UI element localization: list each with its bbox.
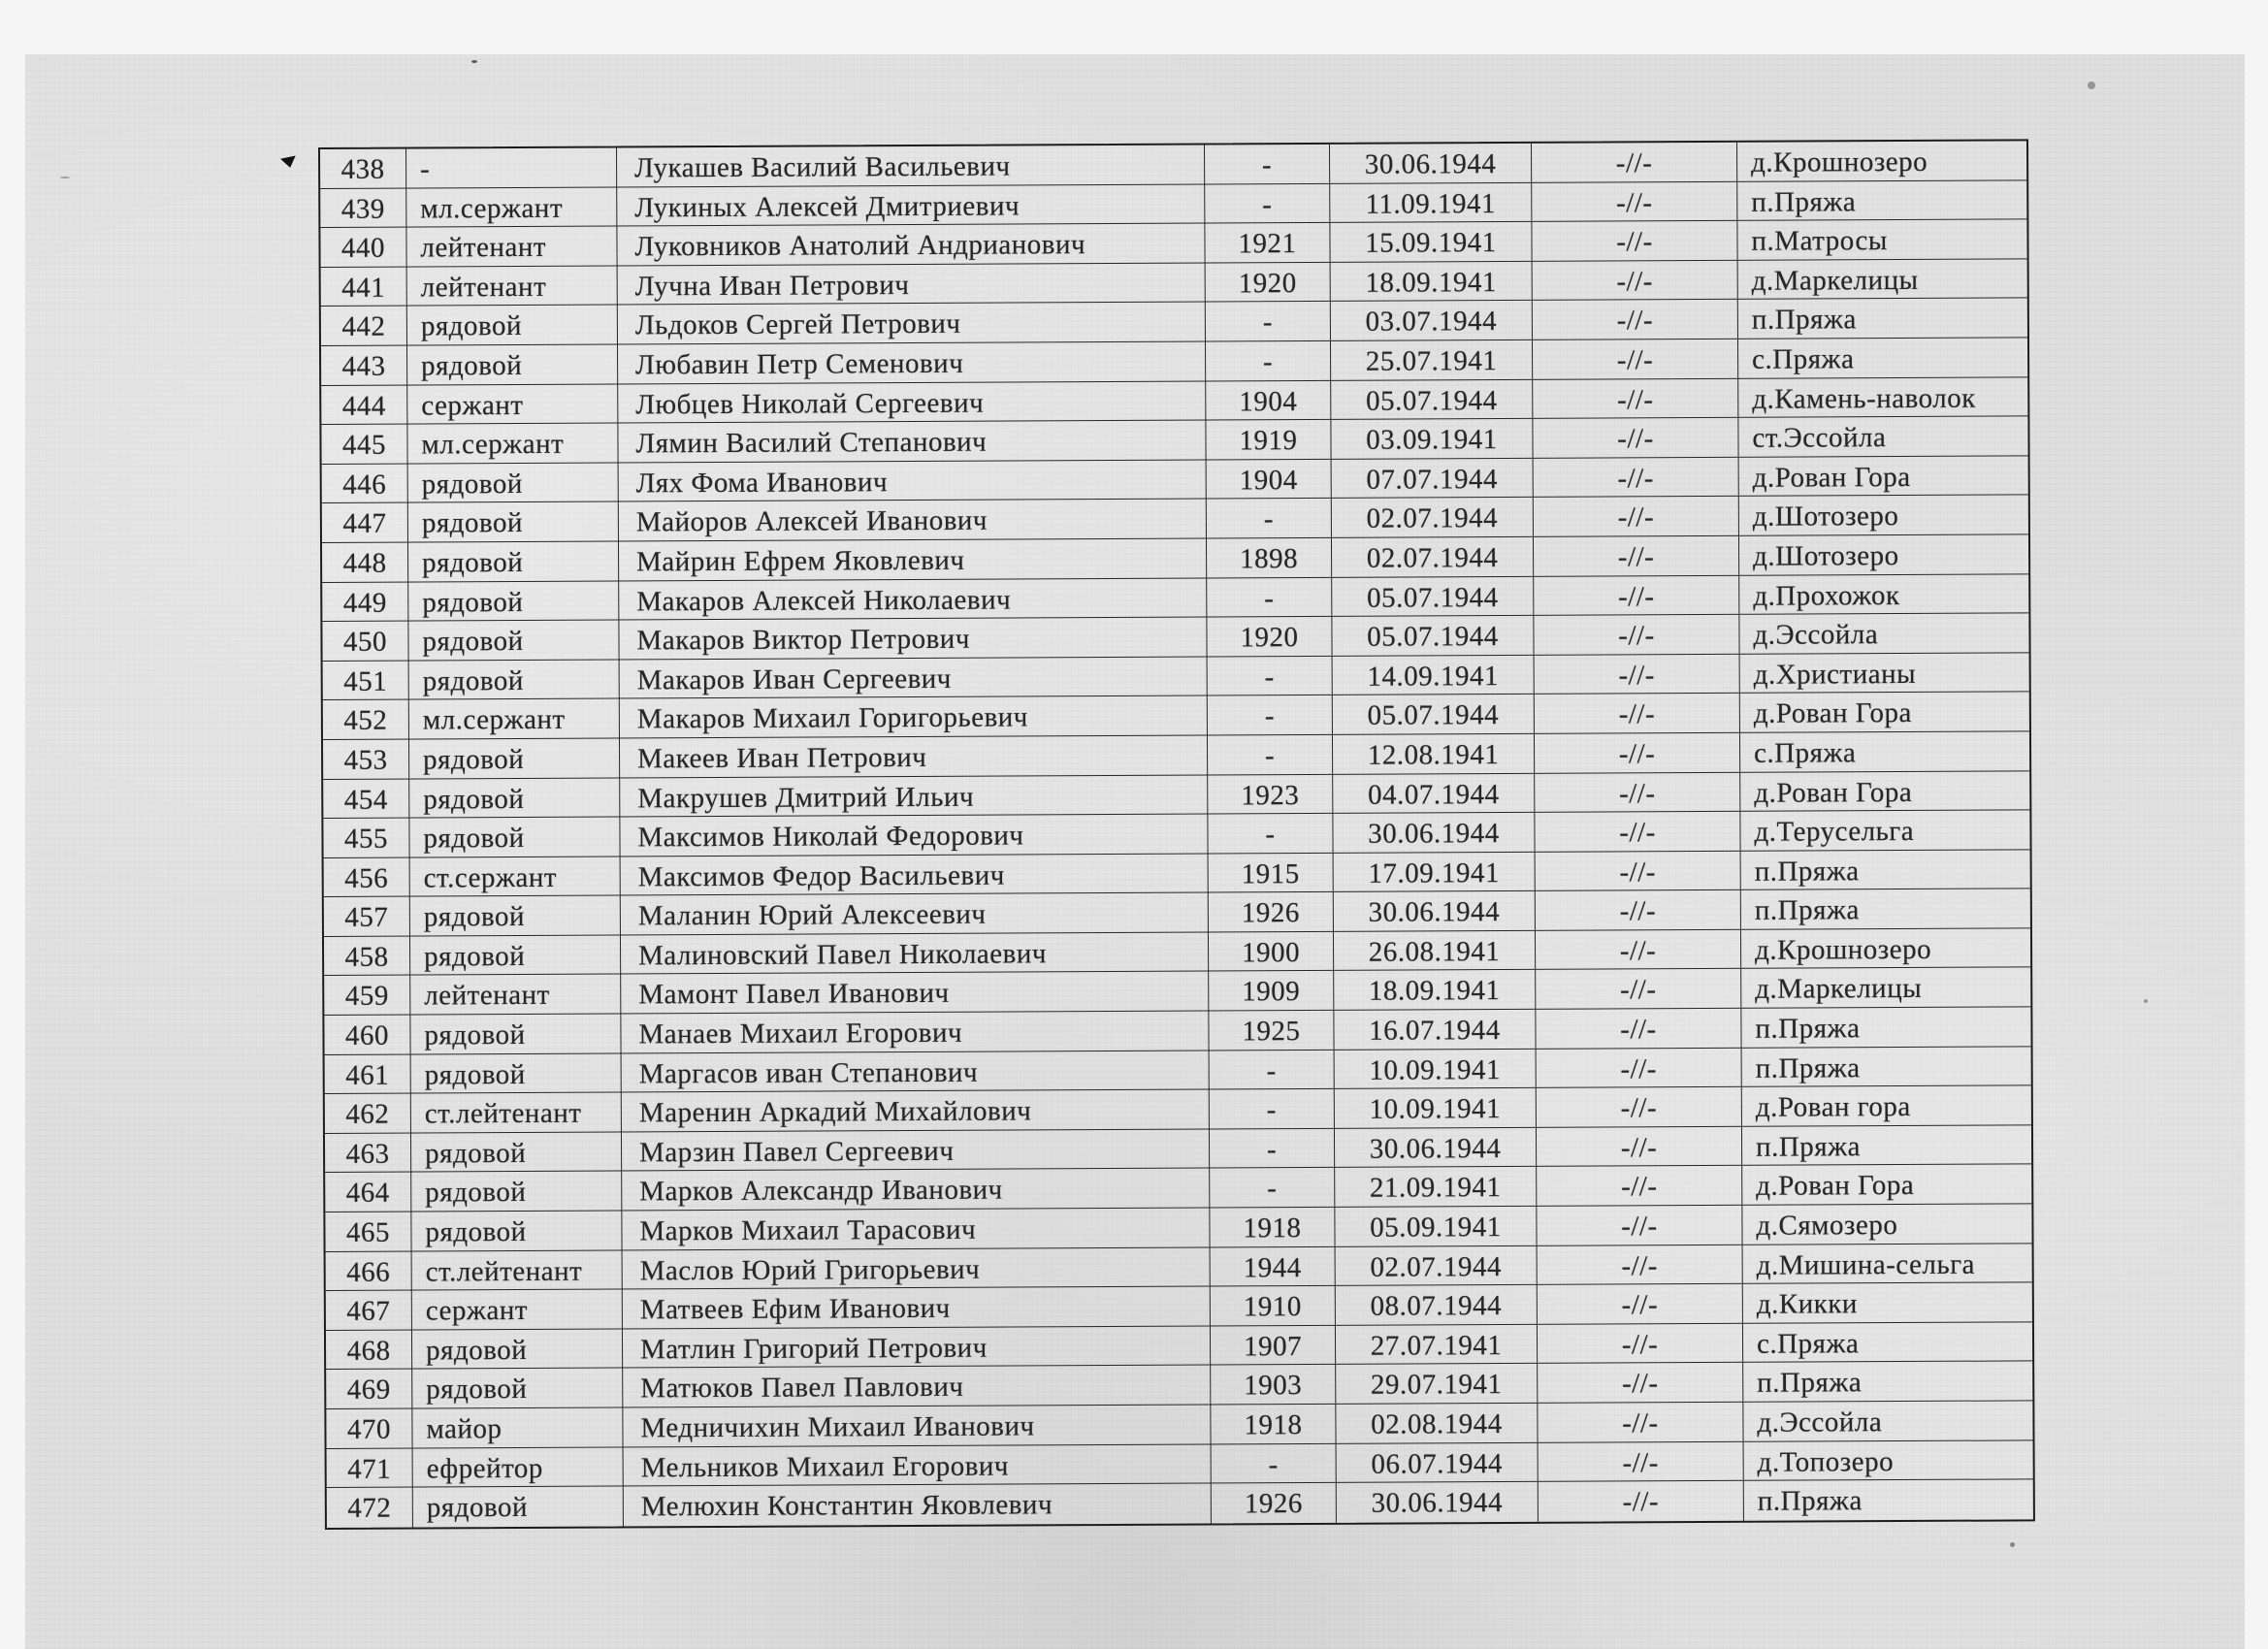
ditto-mark-cell: -//- [1534,575,1739,615]
date-cell: 03.09.1941 [1331,419,1533,459]
rank-cell: рядовой [411,1132,622,1172]
birth-year-cell: 1923 [1208,774,1333,813]
place-cell: д.Шотозеро [1752,501,1899,534]
ditto-mark-cell: -//- [1538,1245,1743,1284]
ditto-mark-cell: -//- [1537,1206,1742,1245]
date-cell: 12.08.1941 [1333,734,1535,774]
record-number-cell: 444 [321,385,407,424]
record-number-cell: 446 [322,464,408,502]
place-cell: д.Рован Гора [1754,776,1913,809]
place-cell: д.Шотозеро [1753,539,1899,572]
date-cell: 29.07.1941 [1336,1364,1538,1404]
full-name-cell: Медничихин Михаил Иванович [623,1406,1211,1447]
birth-year-cell: - [1205,145,1330,183]
birth-year-cell: - [1210,1168,1335,1207]
record-number-cell: 461 [325,1054,411,1093]
place-cell: д.Терусельга [1754,816,1915,848]
record-number-cell: 450 [322,622,408,661]
full-name-cell: Маланин Юрий Алексеевич [621,893,1209,935]
ditto-mark-cell: -//- [1535,655,1740,695]
full-name-cell: Малиновский Павел Николаевич [621,932,1209,974]
ditto-mark-cell: -//- [1535,772,1740,812]
birth-year-cell: 1921 [1205,223,1330,262]
record-number-cell: 453 [323,739,409,778]
full-name-cell: Маслов Юрий Григорьевич [623,1247,1211,1289]
date-cell: 27.07.1941 [1336,1325,1538,1365]
full-name-cell: Макаров Алексей Николаевич [619,578,1207,620]
record-number-cell: 470 [326,1409,412,1448]
birth-year-cell: - [1212,1443,1337,1482]
date-cell: 11.09.1941 [1330,182,1532,222]
rank-cell: лейтенант [407,266,618,306]
place-cell: с.Пряжа [1756,1328,1860,1360]
date-cell: 02.07.1944 [1332,537,1534,577]
birth-year-cell: - [1208,814,1333,853]
birth-year-cell: 1907 [1211,1326,1336,1365]
rank-cell: рядовой [410,1015,621,1054]
rank-cell: рядовой [411,1212,622,1251]
ditto-mark-cell: -//- [1535,812,1740,852]
ditto-mark-cell: -//- [1536,1009,1741,1049]
date-cell: 06.07.1944 [1337,1442,1539,1482]
record-number-cell: 469 [326,1370,412,1408]
record-number-cell: 459 [324,976,410,1015]
rank-cell: рядовой [408,621,619,661]
full-name-cell: Любавин Петр Семенович [618,341,1206,383]
rank-cell: рядовой [412,1329,623,1369]
rank-cell: рядовой [407,306,618,345]
place-cell: д.Прохожок [1753,579,1900,612]
place-cell: п.Матросы [1751,225,1888,257]
full-name-cell: Макаров Михаил Горигорьевич [620,696,1208,738]
full-name-cell: Матвеев Ефим Иванович [623,1287,1211,1329]
ditto-mark-cell: -//- [1534,497,1739,536]
birth-year-cell: 1903 [1211,1365,1336,1404]
record-number-cell: 439 [320,188,406,227]
rank-cell: рядовой [408,463,619,502]
birth-year-cell: 1904 [1207,460,1332,499]
rank-cell: рядовой [412,1369,623,1408]
date-cell: 05.07.1944 [1332,616,1534,656]
rank-cell: мл.сержант [406,187,617,227]
full-name-cell: Лукашев Василий Васильевич [617,146,1205,187]
birth-year-cell: - [1210,1129,1335,1168]
record-number-cell: 438 [320,149,406,188]
date-cell: 30.06.1944 [1334,891,1536,931]
rank-cell: лейтенант [406,227,617,267]
full-name-cell: Макаров Иван Сергеевич [620,657,1208,698]
ditto-mark-cell: -//- [1535,733,1740,773]
rank-cell: рядовой [409,818,620,857]
ditto-mark-cell: -//- [1533,340,1738,379]
rank-cell: рядовой [409,778,620,818]
date-cell: 07.07.1944 [1332,459,1534,499]
date-cell: 05.07.1944 [1332,576,1534,616]
ditto-mark-cell: -//- [1532,221,1737,261]
birth-year-cell: - [1207,577,1332,616]
birth-year-cell: 1926 [1212,1483,1337,1523]
birth-year-cell: - [1207,499,1332,537]
ditto-mark-cell: -//- [1537,1166,1742,1206]
ditto-mark-cell: -//- [1536,930,1741,970]
date-cell: 08.07.1944 [1336,1285,1538,1325]
birth-year-cell: 1900 [1209,932,1334,971]
ditto-mark-cell: -//- [1534,536,1739,576]
rank-cell: рядовой [413,1487,624,1528]
scan-speck [2010,1542,2015,1547]
birth-year-cell: 1944 [1211,1247,1336,1286]
birth-year-cell: 1898 [1207,538,1332,577]
place-cell: п.Пряжа [1754,855,1860,888]
record-number-cell: 441 [321,267,407,306]
date-cell: 18.09.1941 [1331,262,1533,302]
date-cell: 16.07.1944 [1334,1010,1536,1050]
ditto-mark-cell: -//- [1533,300,1738,340]
birth-year-cell: - [1208,695,1333,734]
full-name-cell: Луковников Анатолий Андрианович [617,224,1205,266]
ditto-mark-cell: -//- [1534,615,1739,655]
birth-year-cell: - [1210,1051,1335,1089]
place-cell: д.Рован Гора [1753,697,1912,730]
place-cell: д.Рован гора [1755,1091,1911,1124]
records-table [318,139,2035,1529]
ditto-mark-cell: -//- [1536,969,1741,1009]
birth-year-cell: - [1208,657,1333,695]
full-name-cell: Матлин Григорий Петрович [623,1326,1211,1368]
place-cell: д.Мишина-сельга [1756,1248,1976,1281]
birth-year-cell: 1904 [1206,380,1331,419]
record-number-cell: 451 [323,661,409,699]
rank-cell: рядовой [411,1172,622,1212]
record-number-cell: 472 [327,1488,413,1528]
record-number-cell: 463 [325,1133,411,1172]
birth-year-cell: - [1205,183,1330,222]
place-cell: с.Пряжа [1753,737,1857,769]
birth-year-cell: - [1206,341,1331,380]
place-cell: п.Пряжа [1754,894,1860,927]
ditto-mark-cell: -//- [1539,1481,1744,1522]
rank-cell: мл.сержант [409,699,620,739]
place-cell: п.Пряжа [1757,1485,1863,1517]
rank-cell: - [406,147,617,187]
record-number-cell: 464 [325,1173,411,1212]
birth-year-cell: 1925 [1209,1011,1334,1050]
rank-cell: рядовой [409,660,620,699]
place-cell: д.Камень-наволок [1752,382,1976,415]
date-cell: 17.09.1941 [1334,853,1536,892]
place-cell: п.Пряжа [1751,185,1857,218]
place-cell: п.Пряжа [1751,304,1857,337]
rank-cell: майор [412,1407,623,1447]
date-cell: 03.07.1944 [1331,301,1533,340]
date-cell: 02.07.1944 [1336,1245,1538,1285]
full-name-cell: Маренин Аркадий Михайлович [622,1090,1210,1132]
date-cell: 25.07.1941 [1331,340,1533,380]
date-cell: 14.09.1941 [1333,656,1535,695]
full-name-cell: Манаев Михаил Егорович [621,1012,1209,1053]
full-name-cell: Макаров Виктор Петрович [619,618,1207,660]
record-number-cell: 445 [321,425,407,464]
place-cell: д.Христианы [1753,658,1917,691]
rank-cell: ст.лейтенант [412,1250,623,1290]
date-cell: 04.07.1944 [1333,773,1535,813]
full-name-cell: Лях Фома Иванович [619,460,1207,501]
ditto-mark-cell: -//- [1539,1441,1744,1481]
date-cell: 30.06.1944 [1335,1128,1537,1168]
place-cell: п.Пряжа [1755,1051,1861,1084]
full-name-cell: Льдоков Сергей Петрович [618,303,1206,344]
place-cell: д.Сямозеро [1756,1210,1898,1242]
scan-speck [471,60,477,63]
birth-year-cell: 1926 [1209,892,1334,931]
table-row [327,1480,2033,1528]
date-cell: 30.06.1944 [1330,144,1532,183]
rank-cell: мл.сержант [407,424,618,464]
ditto-mark-cell: -//- [1533,378,1738,418]
date-cell: 30.06.1944 [1333,813,1535,853]
date-cell: 10.09.1941 [1335,1050,1537,1089]
place-cell: д.Эссойла [1753,619,1879,651]
date-cell: 05.09.1941 [1335,1207,1537,1246]
place-cell: д.Кикки [1756,1288,1859,1320]
full-name-cell: Лучна Иван Петрович [618,263,1206,305]
record-number-cell: 462 [325,1094,411,1133]
full-name-cell: Марков Александр Иванович [622,1169,1210,1211]
place-cell: д.Рован Гора [1756,1170,1915,1203]
birth-year-cell: - [1208,735,1333,774]
ditto-mark-cell: -//- [1532,181,1737,221]
scan-speck [2088,81,2095,89]
rank-cell: рядовой [411,1053,622,1093]
full-name-cell: Максимов Николай Федорович [620,815,1208,857]
place-cell: д.Маркелицы [1751,264,1919,297]
place-cell: п.Пряжа [1755,1131,1862,1163]
record-number-cell: 452 [323,700,409,739]
place-cell: д.Рован Гора [1752,461,1911,494]
place-cell: д.Крошнозеро [1751,146,1928,178]
ditto-mark-cell: -//- [1538,1363,1743,1403]
ditto-mark-cell: -//- [1536,852,1741,891]
record-number-cell: 465 [325,1212,411,1251]
ditto-mark-cell: -//- [1536,890,1741,930]
ditto-mark-cell: -//- [1538,1324,1743,1364]
rank-cell: ст.лейтенант [411,1093,622,1133]
rank-cell: рядовой [409,738,620,778]
birth-year-cell: - [1210,1089,1335,1128]
date-cell: 26.08.1941 [1334,931,1536,971]
place-cell: д.Маркелицы [1755,973,1923,1006]
full-name-cell: Лукиных Алексей Дмитриевич [617,184,1205,226]
full-name-cell: Майоров Алексей Иванович [619,500,1207,541]
record-number-cell: 467 [326,1291,412,1330]
record-number-cell: 442 [321,307,407,345]
place-cell: п.Пряжа [1755,1013,1861,1045]
rank-cell: ст.сержант [410,857,621,896]
date-cell: 05.07.1944 [1331,379,1533,419]
ditto-mark-cell: -//- [1535,694,1740,733]
ditto-mark-cell: -//- [1538,1403,1743,1442]
ditto-mark-cell: -//- [1537,1087,1742,1127]
place-cell: с.Пряжа [1752,343,1855,375]
birth-year-cell: 1920 [1206,263,1331,302]
record-number-cell: 447 [322,503,408,542]
rank-cell: рядовой [408,541,619,581]
full-name-cell: Мелюхин Константин Яковлевич [624,1484,1212,1527]
place-cell: п.Пряжа [1757,1367,1863,1400]
record-number-cell: 454 [323,779,409,818]
place-cell: ст.Эссойла [1752,422,1887,454]
full-name-cell: Марзин Павел Сергеевич [622,1129,1210,1171]
place-cell: д.Эссойла [1757,1406,1883,1439]
scan-speck [60,177,70,178]
rank-cell: рядовой [408,581,619,621]
rank-cell: сержант [412,1290,623,1330]
record-number-cell: 457 [324,897,410,936]
birth-year-cell: 1915 [1209,854,1334,892]
date-cell: 15.09.1941 [1330,222,1532,262]
date-cell: 30.06.1944 [1337,1482,1539,1523]
birth-year-cell: 1910 [1211,1286,1336,1325]
record-number-cell: 460 [324,1016,410,1054]
rank-cell: рядовой [408,502,619,542]
date-cell: 05.07.1944 [1333,695,1535,734]
record-number-cell: 443 [321,346,407,385]
record-number-cell: 455 [323,819,409,857]
date-cell: 18.09.1941 [1334,970,1536,1010]
full-name-cell: Мельников Михаил Егорович [624,1444,1212,1486]
birth-year-cell: 1919 [1206,420,1331,459]
birth-year-cell: 1918 [1211,1405,1336,1443]
full-name-cell: Лямин Василий Степанович [618,421,1206,463]
rank-cell: ефрейтор [413,1447,624,1487]
record-number-cell: 458 [324,936,410,975]
ditto-mark-cell: -//- [1533,418,1738,458]
record-number-cell: 456 [324,857,410,896]
full-name-cell: Майрин Ефрем Яковлевич [619,538,1207,580]
full-name-cell: Мамонт Павел Иванович [621,972,1209,1014]
birth-year-cell: - [1206,302,1331,340]
rank-cell: рядовой [407,344,618,384]
record-number-cell: 440 [320,228,406,267]
ditto-mark-cell: -//- [1533,261,1738,301]
rank-cell: сержант [407,384,618,424]
record-number-cell: 468 [326,1330,412,1369]
rank-cell: лейтенант [410,975,621,1015]
full-name-cell: Любцев Николай Сергеевич [618,381,1206,423]
full-name-cell: Марков Михаил Тарасович [622,1209,1210,1250]
scan-speck [2144,999,2148,1003]
ditto-mark-cell: -//- [1538,1284,1743,1324]
ditto-mark-cell: -//- [1534,458,1739,498]
date-cell: 02.08.1944 [1336,1404,1538,1443]
record-number-cell: 448 [322,542,408,581]
rank-cell: рядовой [410,935,621,975]
place-cell: д.Крошнозеро [1754,933,1932,966]
record-number-cell: 471 [327,1448,413,1487]
birth-year-cell: 1918 [1210,1208,1335,1246]
date-cell: 21.09.1941 [1335,1167,1537,1207]
rank-cell: рядовой [410,896,621,936]
birth-year-cell: 1909 [1209,971,1334,1010]
date-cell: 02.07.1944 [1332,498,1534,537]
place-cell: д.Топозеро [1757,1445,1895,1478]
birth-year-cell: 1920 [1207,617,1332,656]
ditto-mark-cell: -//- [1532,143,1737,182]
ditto-mark-cell: -//- [1537,1127,1742,1167]
full-name-cell: Макеев Иван Петрович [620,735,1208,777]
full-name-cell: Маргасов иван Степанович [622,1051,1210,1092]
record-number-cell: 466 [326,1251,412,1290]
date-cell: 10.09.1941 [1335,1088,1537,1128]
full-name-cell: Матюков Павел Павлович [623,1366,1211,1407]
ditto-mark-cell: -//- [1537,1048,1742,1087]
full-name-cell: Макрушев Дмитрий Ильич [620,775,1208,817]
record-number-cell: 449 [322,582,408,621]
full-name-cell: Максимов Федор Васильевич [621,854,1209,895]
